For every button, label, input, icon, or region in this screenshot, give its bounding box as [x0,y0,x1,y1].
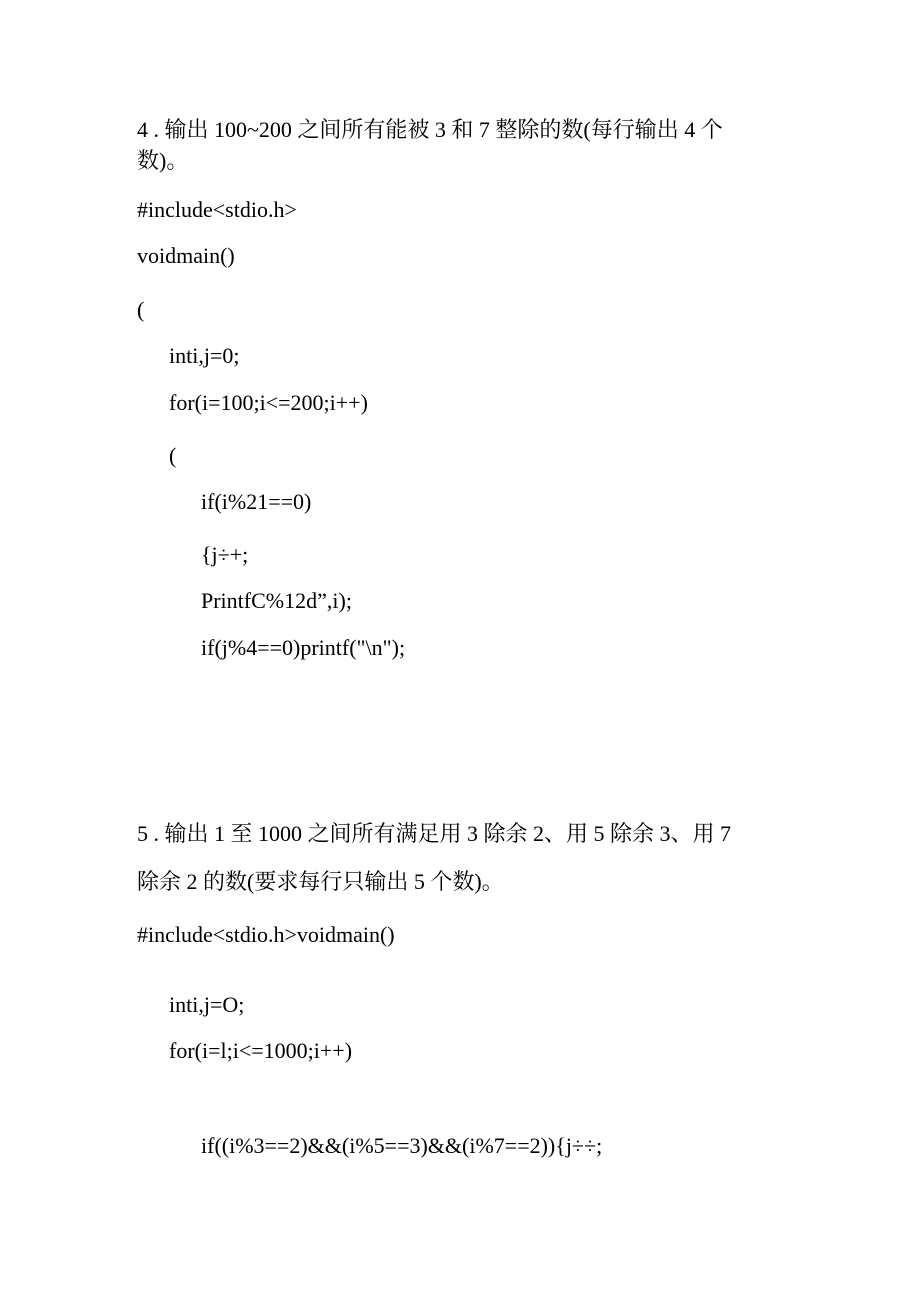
code-line: for(i=100;i<=200;i++) [169,390,368,415]
code-line: inti,j=O; [169,992,245,1017]
question-5-heading-line1: 5 . 输出 1 至 1000 之间所有满足用 3 除余 2、用 5 除余 3、用 7 [137,821,732,846]
code-line: inti,j=0; [169,343,240,368]
code-line: for(i=l;i<=1000;i++) [169,1038,353,1063]
code-line: if((i%3==2)&&(i%5==3)&&(i%7==2)){j÷÷; [201,1133,603,1158]
question-4-heading-line1: 4 . 输出 100~200 之间所有能被 3 和 7 整除的数(每行输出 4 个 [137,117,723,142]
code-line: #include<stdio.h>voidmain() [137,922,395,947]
code-line: {j÷+; [201,542,249,567]
code-line: PrintfC%12d”,i); [201,588,352,613]
code-line: ( [137,297,145,322]
question-5-heading-line2: 除余 2 的数(要求每行只输出 5 个数)。 [137,869,504,894]
code-line: ( [169,443,177,468]
code-line: if(i%21==0) [201,489,312,514]
code-line: voidmain() [137,243,235,268]
code-line: if(j%4==0)printf("\n"); [201,635,406,660]
question-4-heading-line2: 数)。 [137,148,189,173]
code-line: #include<stdio.h> [137,197,297,222]
